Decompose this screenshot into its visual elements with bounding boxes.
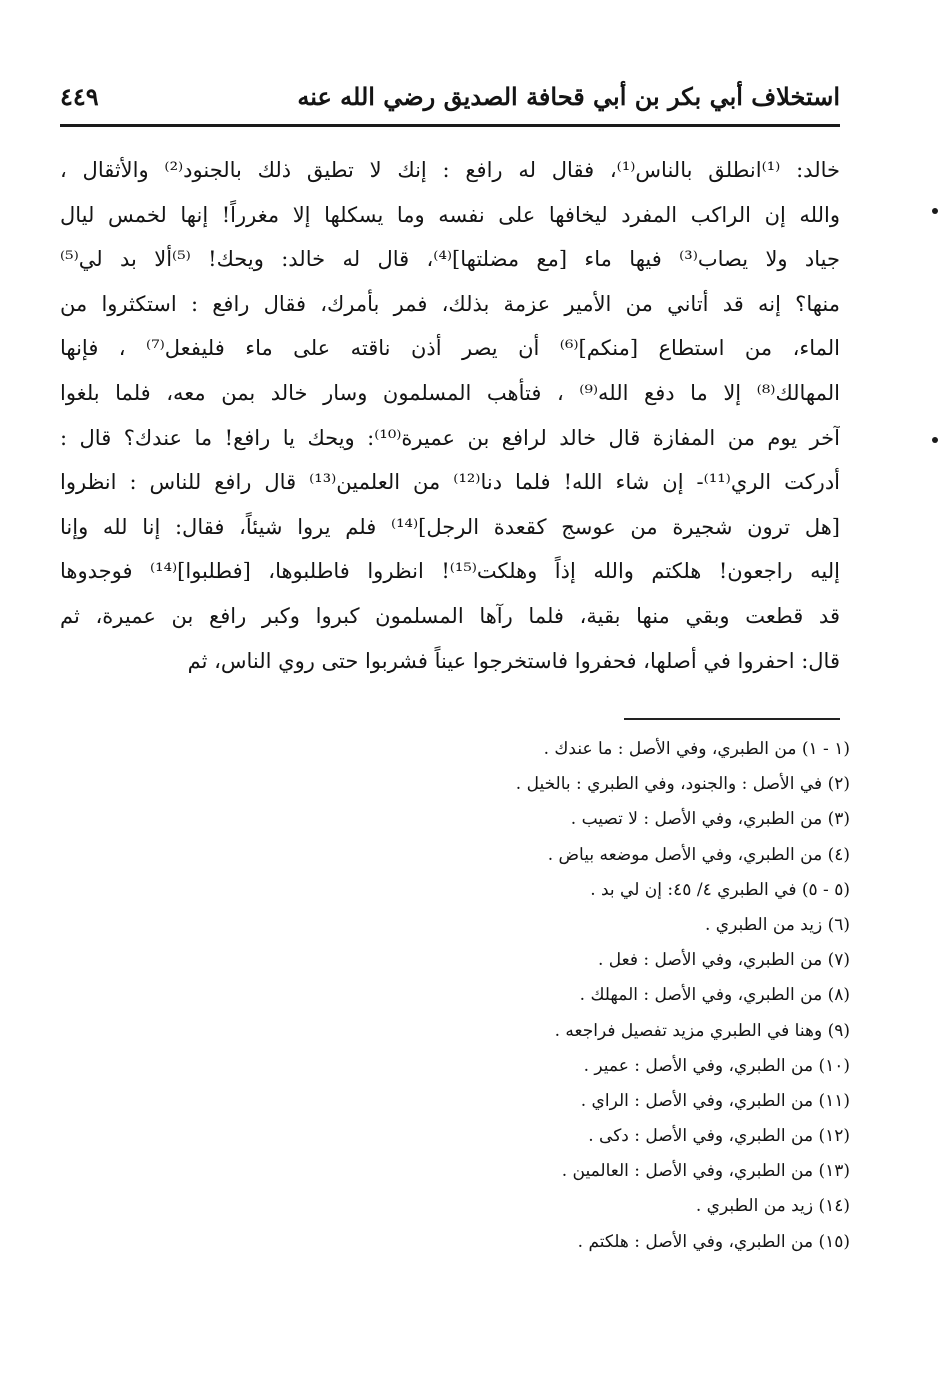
- footnotes: [360, 732, 850, 1260]
- footnote: (٧) من الطبري، وفي الأصل : فعل .: [597, 950, 850, 971]
- text-line: جياد ولا يصاب⁽³⁾ فيها ماء [مع مضلتها]⁽⁴⁾، قال له خالد: ويحك! ⁽⁵⁾ألا بد لي⁽⁵⁾: [60, 247, 840, 272]
- footnote: (١٣) من الطبري، وفي الأصل : العالمين .: [561, 1161, 850, 1182]
- binding-mark: [932, 208, 938, 214]
- text-line: المهالك⁽⁸⁾ إلا ما دفع الله⁽⁹⁾ ، فتأهب المسلمون وسار خالد بمن معه، فلما بلغوا: [60, 380, 840, 405]
- text-line: الماء، من استطاع [منكم]⁽⁶⁾ أن يصر أذن ناقته على ماء فليفعل⁽⁷⁾ ، فإنها: [60, 336, 840, 361]
- text-line: إليه راجعون! هلكتم والله إذاً وهلكت⁽¹⁵⁾! انظروا فاطلبوها، [فطلبوا]⁽¹⁴⁾ فوجدوها: [60, 559, 840, 584]
- binding-mark: [932, 437, 938, 443]
- text-line: أدركت الري⁽¹¹⁾- إن شاء الله! فلما دنا⁽¹²⁾ من العلمين⁽¹³⁾ قال رافع للناس : انظروا: [60, 470, 840, 495]
- footnote: (٣) من الطبري، وفي الأصل : لا تصيب .: [570, 809, 850, 830]
- footnote: (٦) زيد من الطبري .: [704, 914, 850, 935]
- footnote: (٨) من الطبري، وفي الأصل : المهلك .: [579, 985, 850, 1006]
- page-number: ٤٤٩: [60, 82, 99, 111]
- footnote: (٩) وهنا في الطبري مزيد تفصيل فراجعه .: [554, 1020, 850, 1041]
- running-header: [60, 78, 840, 122]
- footnote: (١ - ١) من الطبري، وفي الأصل : ما عندك .: [543, 739, 850, 759]
- text-line: آخر يوم من المفازة قال خالد لرافع بن عميرة⁽¹⁰⁾: ويحك يا رافع! ما عندك؟ قال :: [60, 425, 840, 450]
- header-rule: [60, 124, 840, 127]
- footnote: (٢) في الأصل : والجنود، وفي الطبري : بالخيل .: [515, 774, 850, 795]
- footnote: (٤) من الطبري، وفي الأصل موضعه بياض .: [547, 844, 850, 865]
- footnote: (١٥) من الطبري، وفي الأصل : هلكتم .: [577, 1231, 850, 1252]
- footnote: (١٤) زيد من الطبري .: [695, 1196, 850, 1217]
- text-line: خالد: ⁽¹⁾انطلق بالناس⁽¹⁾، فقال له رافع : إنك لا تطيق ذلك بالجنود⁽²⁾ والأثقال ،: [60, 158, 840, 182]
- chapter-title: استخلاف أبي بكر بن أبي قحافة الصديق رضي الله عنه: [297, 82, 840, 111]
- text-line: [هل ترون شجيرة من عوسج كقعدة الرجل]⁽¹⁴⁾ فلم يروا شيئاً، فقال: إنا لله وإنا: [60, 514, 840, 539]
- footnote-separator: [624, 718, 840, 720]
- main-text: [60, 148, 840, 683]
- footnote: (١٠) من الطبري، وفي الأصل : عمير .: [583, 1055, 850, 1076]
- footnote: (١٢) من الطبري، وفي الأصل : دكى .: [588, 1126, 850, 1147]
- footnote: (٥ - ٥) في الطبري ٤/ ٤٥: إن لي بد .: [590, 879, 850, 900]
- footnote: (١١) من الطبري، وفي الأصل : الراي .: [580, 1090, 850, 1111]
- text-line: قال: احفروا في أصلها، فحفروا فاستخرجوا عيناً فشربوا حتى روي الناس، ثم: [187, 648, 840, 673]
- text-line: والله إن الراكب المفرد ليخافها على نفسه وما يسكلها إلا مغرراً! إنها لخمس ليال: [60, 202, 840, 227]
- text-line: منها؟ إنه قد أتاني من الأمير عزمة بذلك، فمر بأمرك، فقال رافع : استكثروا من: [60, 291, 840, 316]
- text-line: قد قطعت وبقي منها بقية، فلما رآها المسلمون كبروا وكبر رافع بن عميرة، ثم: [60, 603, 840, 628]
